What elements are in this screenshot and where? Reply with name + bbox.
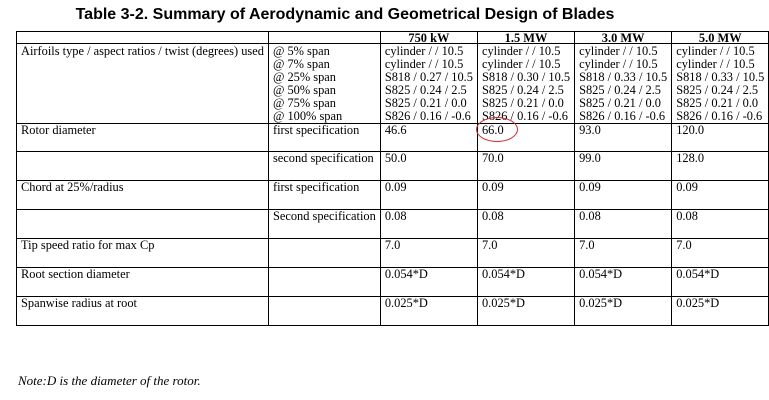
airfoil-value: S825 / 0.24 / 2.5 [579, 83, 662, 97]
value-cell: 0.025*D [575, 297, 672, 326]
airfoil-value: S826 / 0.16 / -0.6 [579, 109, 666, 123]
row-label: Airfoils type / aspect ratios / twist (degrees) used [17, 44, 269, 124]
table-row [17, 181, 769, 210]
table-row [17, 297, 769, 326]
value-cell: 7.0 [575, 239, 672, 268]
value-cell: 0.054*D [477, 268, 574, 297]
red-circle-annotation [476, 117, 518, 142]
spec-label: Second specification [268, 210, 380, 239]
airfoil-value: cylinder / / 10.5 [481, 44, 561, 58]
airfoil-cell [575, 44, 672, 124]
airfoil-value: cylinder / / 10.5 [384, 57, 464, 71]
airfoil-value: S826 / 0.16 / -0.6 [384, 109, 471, 123]
airfoil-value: S825 / 0.24 / 2.5 [384, 83, 467, 97]
spec-label: first specification [268, 181, 380, 210]
value-cell: 70.0 [477, 152, 574, 181]
airfoil-value: S818 / 0.33 / 10.5 [676, 70, 765, 84]
airfoil-value: S825 / 0.21 / 0.0 [481, 96, 564, 110]
header-cell [17, 32, 269, 44]
header-cell: 750 kW [380, 32, 477, 44]
table-title: Table 3-2. Summary of Aerodynamic and Geometrical Design of Blades [75, 6, 615, 23]
value-cell: 0.09 [380, 181, 477, 210]
table-row [17, 268, 769, 297]
header-cell: 5.0 MW [672, 32, 769, 44]
spec-label: first specification [268, 124, 380, 152]
airfoil-value: S825 / 0.24 / 2.5 [481, 83, 564, 97]
header-cell: 1.5 MW [477, 32, 574, 44]
value-cell: 0.054*D [672, 268, 769, 297]
value-cell: 0.054*D [575, 268, 672, 297]
value-cell [477, 124, 574, 152]
value-cell: 0.08 [380, 210, 477, 239]
airfoil-cell [672, 44, 769, 124]
spec-label [268, 268, 380, 297]
span-list [268, 44, 380, 124]
value-cell: 0.09 [477, 181, 574, 210]
blade-design-table [16, 31, 769, 326]
airfoil-value: S818 / 0.27 / 10.5 [384, 70, 473, 84]
table-row [17, 124, 769, 152]
airfoil-cell [477, 44, 574, 124]
value-cell: 50.0 [380, 152, 477, 181]
airfoil-value: cylinder / / 10.5 [676, 57, 755, 71]
spec-label [268, 239, 380, 268]
airfoil-value: cylinder / / 10.5 [384, 44, 464, 58]
value-cell: 128.0 [672, 152, 769, 181]
airfoil-value: S825 / 0.24 / 2.5 [676, 83, 759, 97]
airfoil-value: cylinder / / 10.5 [481, 57, 561, 71]
value-cell: 0.08 [575, 210, 672, 239]
span-item: @ 25% span [272, 70, 336, 84]
value-cell: 99.0 [575, 152, 672, 181]
row-label: Root section diameter [17, 268, 269, 297]
highlighted-value-text: 66.0 [481, 123, 504, 137]
value-cell: 120.0 [672, 124, 769, 152]
value-cell: 0.025*D [380, 297, 477, 326]
airfoil-value: S826 / 0.16 / -0.6 [676, 109, 763, 123]
value-cell: 0.08 [477, 210, 574, 239]
row-label: Tip speed ratio for max Cp [17, 239, 269, 268]
span-item: @ 100% span [272, 109, 343, 123]
airfoil-cell [380, 44, 477, 124]
header-cell [268, 32, 380, 44]
table-note: Note:D is the diameter of the rotor. [18, 373, 201, 388]
row-label: Spanwise radius at root [17, 297, 269, 326]
value-cell: 46.6 [380, 124, 477, 152]
value-cell: 0.09 [575, 181, 672, 210]
airfoil-value: S825 / 0.21 / 0.0 [579, 96, 662, 110]
value-cell: 7.0 [380, 239, 477, 268]
span-item: @ 50% span [272, 83, 336, 97]
highlighted-value [482, 124, 504, 137]
airfoil-value: cylinder / / 10.5 [579, 57, 658, 71]
header-row [17, 32, 769, 44]
airfoil-value: S818 / 0.33 / 10.5 [579, 70, 668, 84]
value-cell: 0.09 [672, 181, 769, 210]
header-cell: 3.0 MW [575, 32, 672, 44]
span-item: @ 75% span [272, 96, 336, 110]
row-label [17, 152, 269, 181]
table-row [17, 239, 769, 268]
value-cell: 0.025*D [477, 297, 574, 326]
airfoil-value: S825 / 0.21 / 0.0 [384, 96, 467, 110]
airfoil-value: S818 / 0.30 / 10.5 [481, 70, 571, 84]
table-row [17, 44, 769, 124]
airfoil-value: cylinder / / 10.5 [579, 44, 658, 58]
value-cell: 7.0 [477, 239, 574, 268]
table-row [17, 210, 769, 239]
row-label: Rotor diameter [17, 124, 269, 152]
table-row [17, 152, 769, 181]
row-label: Chord at 25%/radius [17, 181, 269, 210]
value-cell: 0.025*D [672, 297, 769, 326]
value-cell: 93.0 [575, 124, 672, 152]
row-label [17, 210, 269, 239]
span-item: @ 7% span [272, 57, 330, 71]
spec-label: second specification [268, 152, 380, 181]
airfoil-value: S826 / 0.16 / -0.6 [481, 109, 569, 123]
span-item: @ 5% span [272, 44, 330, 58]
value-cell: 0.054*D [380, 268, 477, 297]
value-cell: 7.0 [672, 239, 769, 268]
airfoil-value: cylinder / / 10.5 [676, 44, 755, 58]
spec-label [268, 297, 380, 326]
airfoil-value: S825 / 0.21 / 0.0 [676, 96, 759, 110]
value-cell: 0.08 [672, 210, 769, 239]
